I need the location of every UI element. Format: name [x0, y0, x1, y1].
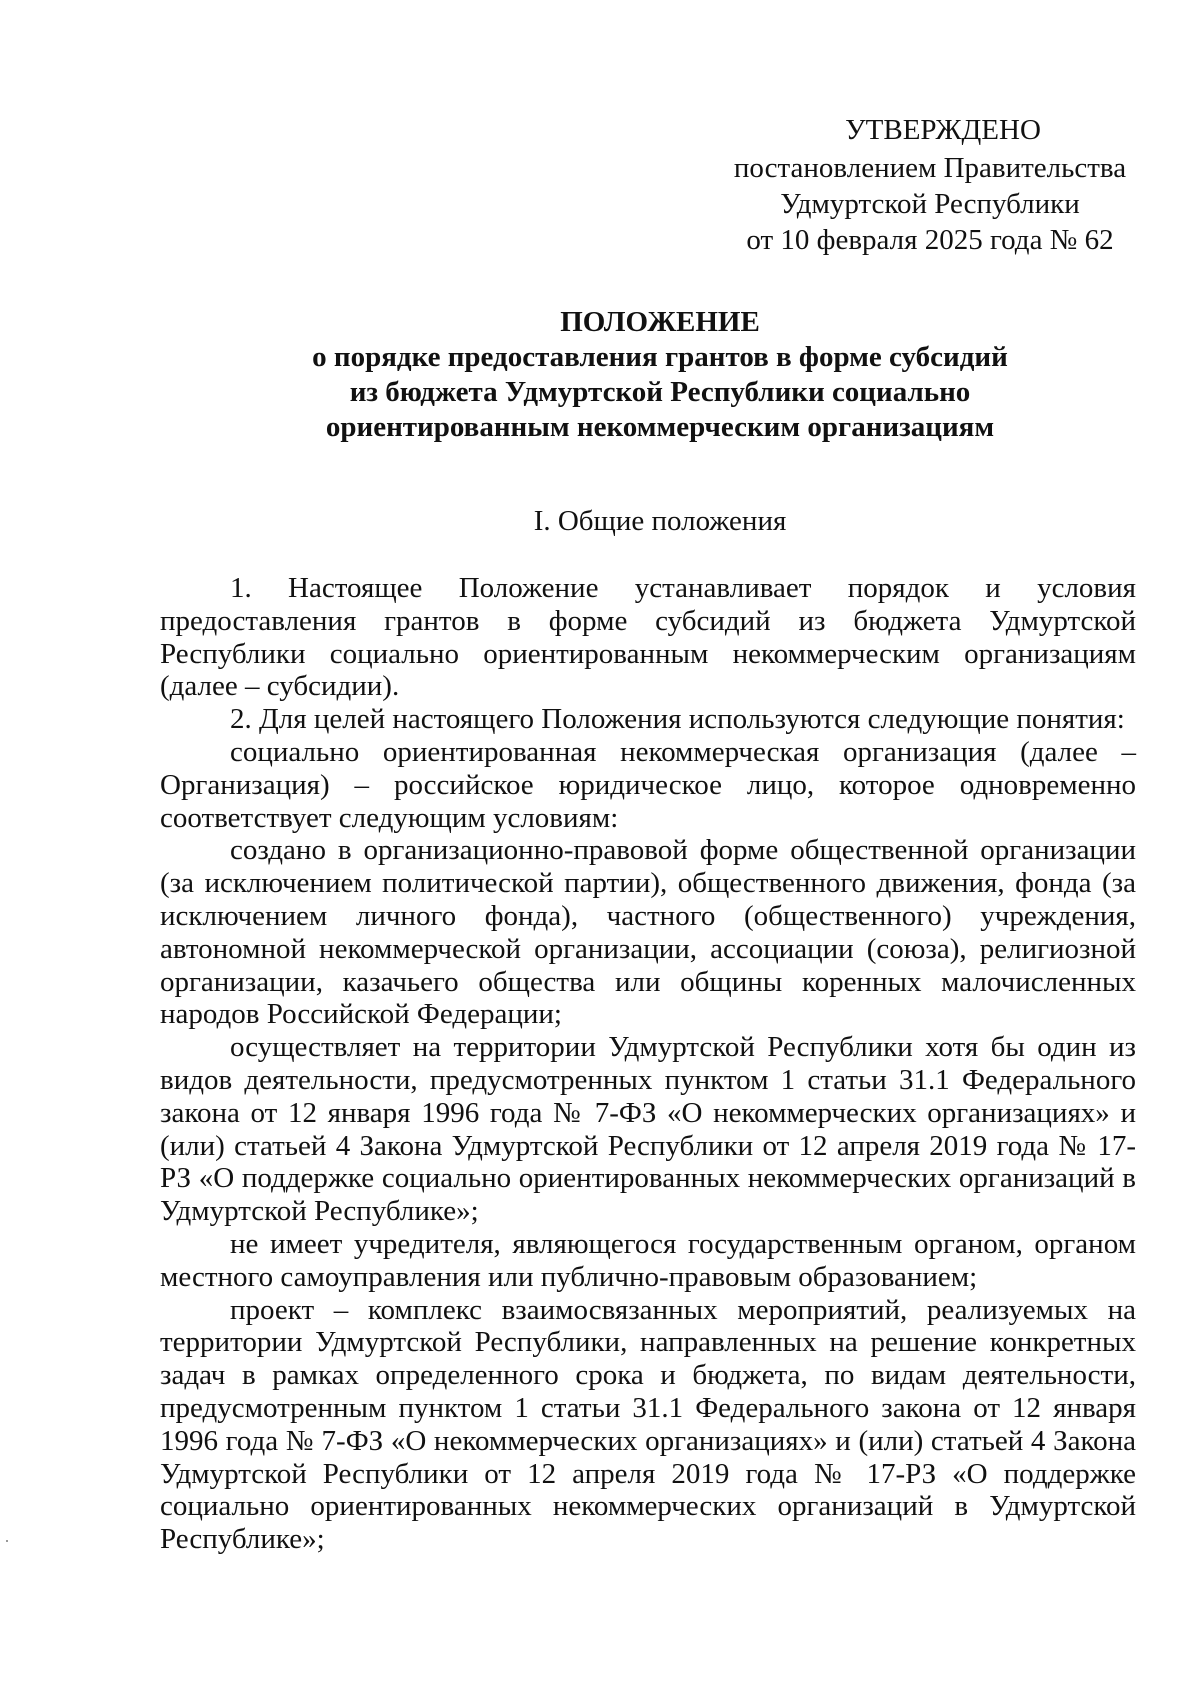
document-title	[160, 305, 1160, 445]
title-line-1: о порядке предоставления грантов в форме субсидий	[312, 341, 1008, 373]
paragraph-3: социально ориентированная некоммерческая организация (далее – Организация) – российское юридическое лицо, которое одновременно соответствует следующим условиям:	[160, 735, 1136, 834]
approval-stamp-block	[730, 112, 1130, 258]
approval-line-1: постановлением Правительства	[733, 152, 1127, 184]
approval-line-3: от 10 февраля 2025 года № 62	[746, 224, 1114, 256]
title-heading: ПОЛОЖЕНИЕ	[560, 306, 760, 338]
title-line-2: из бюджета Удмуртской Республики социально	[349, 376, 971, 408]
paragraph-2: 2. Для целей настоящего Положения используются следующие понятия:	[230, 703, 1125, 736]
paragraph-5: осуществляет на территории Удмуртской Республики хотя бы один из видов деятельности, предусмотренных пунктом 1 статьи 31.1 Федерального закона от 12 января 1996 года № 7-ФЗ «О некоммерческих организациях» и (или) статьей 4 Закона Удмуртской Республики от 12 апреля 2019 года № 17-РЗ «О поддержке социально ориентированных некоммерческих организаций в Удмуртской Республике»;	[160, 1031, 1136, 1228]
paragraph-7: проект – комплекс взаимосвязанных мероприятий, реализуемых на территории Удмуртской Республики, направленных на решение конкретных задач в рамках определенного срока и бюджета, по видам деятельности, предусмотренным пунктом 1 статьи 31.1 Федерального закона от 12 января 1996 года № 7-ФЗ «О некоммерческих организациях» и (или) статьей 4 Закона Удмуртской Республики от 12 апреля 2019 года № 17-РЗ «О поддержке социально ориентированных некоммерческих организаций в Удмуртской Республике»;	[160, 1293, 1136, 1556]
approval-line-2: Удмуртской Республики	[780, 188, 1080, 220]
title-line-3: ориентированным некоммерческим организациям	[325, 411, 995, 443]
approved-label: УТВЕРЖДЕНО	[845, 114, 1041, 146]
paragraph-1: 1. Настоящее Положение устанавливает порядок и условия предоставления грантов в форме субсидий из бюджета Удмуртской Республики социально ориентированным некоммерческим организациям (далее – субсидии).	[160, 572, 1136, 703]
paragraph-6: не имеет учредителя, являющегося государственным органом, органом местного самоуправления или публично-правовым образованием;	[160, 1227, 1136, 1293]
document-body	[160, 572, 1136, 1556]
section-heading: I. Общие положения	[533, 505, 787, 537]
scan-artifact	[6, 1540, 8, 1542]
paragraph-4: создано в организационно-правовой форме общественной организации (за исключением политической партии), общественного движения, фонда (за исключением личного фонда), частного (общественного) учреждения, автономной некоммерческой организации, ассоциации (союза), религиозной организации, казачьего общества или общины коренных малочисленных народов Российской Федерации;	[160, 834, 1136, 1031]
